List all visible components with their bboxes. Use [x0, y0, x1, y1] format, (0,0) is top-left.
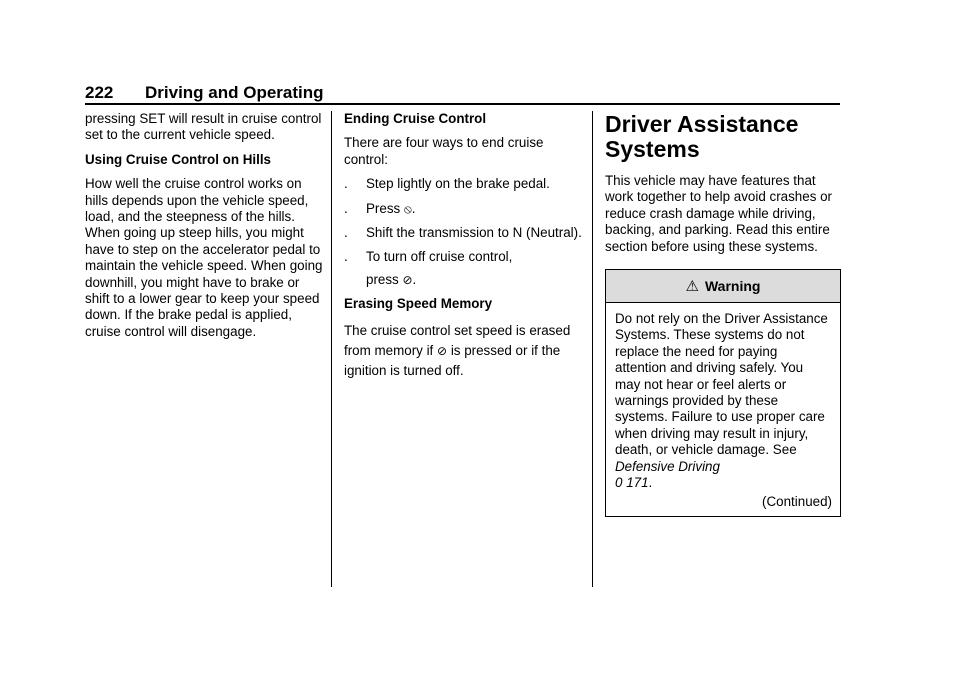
warning-body: [606, 303, 840, 516]
bullet-mark: .: [344, 200, 348, 216]
hills-text: How well the cruise control works on hills depends upon the vehicle speed, load, and the steepness of the hills. When going up steep hills, you might have to step on the accelerator pedal to maintain the vehicle speed. When going downhill, you might have to brake or shift to a lower gear to keep your speed down. If the brake pedal is applied, cruise control will disengage.: [85, 176, 323, 339]
cancel-icon: ⦸: [403, 201, 412, 216]
warning-label: Warning: [704, 277, 761, 294]
cruise-set-text: pressing SET will result in cruise control set to the current vehicle speed.: [85, 111, 322, 143]
warning-text: Do not rely on the Driver Assistance Systems. These systems do not replace the need for paying attention and driving safely. You may not hear or feel alerts or warnings provided by these systems. Failure to use proper care when driving may result in injury, death, or vehicle damage. See: [615, 311, 828, 458]
cruise-onoff-icon: ⊘: [402, 272, 413, 287]
column-3: [605, 111, 841, 517]
bullet-end: .: [411, 200, 416, 216]
column-1: [85, 111, 323, 348]
ending-cruise-subheading: Ending Cruise Control: [344, 111, 487, 126]
column-2: [344, 111, 582, 389]
bullet-text: Shift the transmission to N (Neutral).: [366, 225, 582, 241]
section-title: Driving and Operating: [145, 83, 324, 102]
bullet-text: Press: [366, 200, 401, 216]
bullet-text: Step lightly on the brake pedal.: [366, 176, 550, 192]
warning-header: [606, 270, 840, 303]
reference-end: .: [648, 475, 653, 491]
page-number: 222: [85, 83, 114, 102]
list-item: [344, 249, 582, 288]
page-header: [85, 80, 840, 104]
erasing-memory-subheading: Erasing Speed Memory: [344, 296, 493, 312]
driver-assistance-heading: Driver Assistance Systems: [605, 111, 799, 162]
reference-page[interactable]: 171: [626, 475, 649, 491]
driver-assistance-intro: This vehicle may have features that work together to help avoid crashes or reduce crash damage while driving, backing, and parking. Read this entire section before using these systems.: [605, 173, 833, 254]
header-rule: [85, 103, 840, 105]
bullet-text-press: press: [366, 271, 399, 287]
ending-cruise-intro: There are four ways to end cruise control:: [344, 135, 544, 167]
bullet-mark: .: [344, 249, 348, 265]
erasing-memory-text: The cruise control set speed is erased from memory if ⊘ is pressed or if the ignition is turned off.: [344, 322, 571, 378]
cruise-onoff-icon: ⊘: [437, 343, 448, 358]
list-item: [344, 225, 582, 241]
continued-label: (Continued): [762, 493, 832, 509]
bullet-end: .: [412, 271, 417, 287]
hills-subheading: Using Cruise Control on Hills: [85, 151, 271, 167]
list-item: [344, 176, 582, 192]
list-item: [344, 201, 582, 217]
warning-icon: ⚠: [685, 276, 699, 295]
bullet-mark: .: [344, 176, 348, 192]
warning-box: [605, 269, 841, 517]
page-ref-icon: 0: [615, 475, 623, 491]
bullet-text: To turn off cruise control,: [366, 249, 513, 265]
reference-link[interactable]: Defensive Driving: [615, 458, 720, 474]
column-divider: [331, 111, 332, 587]
column-divider: [592, 111, 593, 587]
bullet-mark: .: [344, 225, 348, 241]
